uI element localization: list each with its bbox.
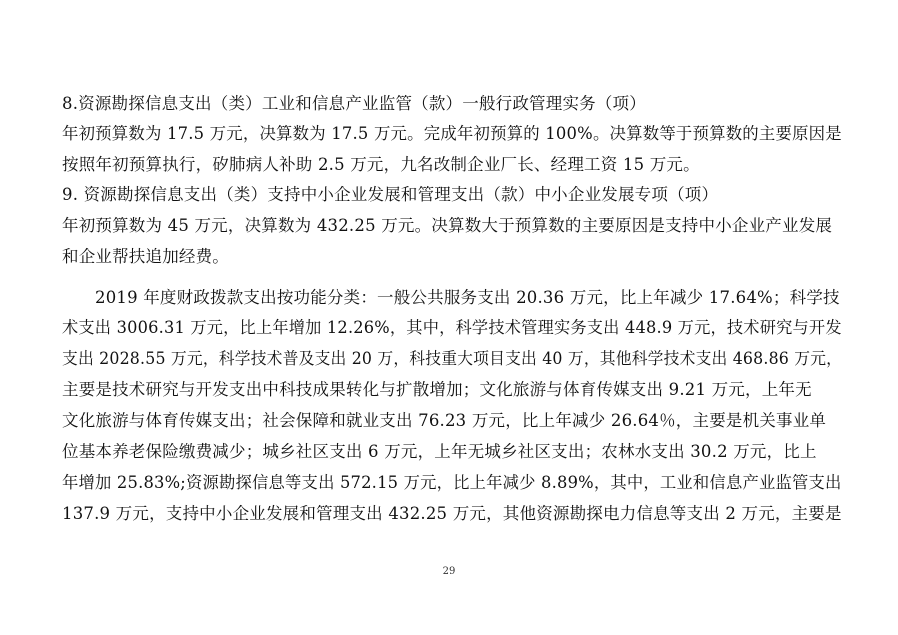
paragraph-line: 和企业帮扶追加经费。	[62, 247, 229, 266]
section-9-heading: 9. 资源勘探信息支出（类）支持中小企业发展和管理支出（款）中小企业发展专项（项）	[62, 185, 719, 204]
paragraph-line: 支出 2028.55 万元，科学技术普及支出 20 万，科技重大项目支出 40 万，其他科学技术支出 468.86 万元，	[62, 349, 843, 368]
paragraph-line: 术支出 3006.31 万元，比上年增加 12.26%，其中，科学技术管理实务支出 448.9 万元，技术研究与开发	[62, 318, 842, 337]
paragraph-line: 按照年初预算执行，矽肺病人补助 2.5 万元，九名改制企业厂长、经理工资 15 万元。	[62, 155, 700, 174]
page-number: 29	[442, 566, 456, 577]
paragraph-line: 年增加 25.83%;资源勘探信息等支出 572.15 万元，比上年减少 8.89%，其中，工业和信息产业监管支出	[62, 473, 842, 492]
section-8-heading: 8.资源勘探信息支出（类）工业和信息产业监管（款）一般行政管理实务（项）	[62, 94, 646, 113]
paragraph-first-line: 2019 年度财政拨款支出按功能分类：一般公共服务支出 20.36 万元，比上年减少 17.64%；科学技	[95, 288, 840, 307]
paragraph-line: 137.9 万元，支持中小企业发展和管理支出 432.25 万元，其他资源勘探电力信息等支出 2 万元，主要是	[62, 504, 842, 523]
paragraph-line: 年初预算数为 45 万元，决算数为 432.25 万元。决算数大于预算数的主要原因是支持中小企业产业发展	[62, 216, 833, 235]
paragraph-line: 年初预算数为 17.5 万元，决算数为 17.5 万元。完成年初预算的 100%。决算数等于预算数的主要原因是	[62, 124, 842, 143]
paragraph-line: 文化旅游与体育传媒支出；社会保障和就业支出 76.23 万元，比上年减少 26.64％，主要是机关事业单	[62, 411, 827, 430]
paragraph-line: 位基本养老保险缴费减少；城乡社区支出 6 万元，上年无城乡社区支出；农林水支出 30.2 万元，比上	[62, 442, 817, 461]
paragraph-line: 主要是技术研究与开发支出中科技成果转化与扩散增加；文化旅游与体育传媒支出 9.21 万元，上年无	[62, 380, 812, 399]
